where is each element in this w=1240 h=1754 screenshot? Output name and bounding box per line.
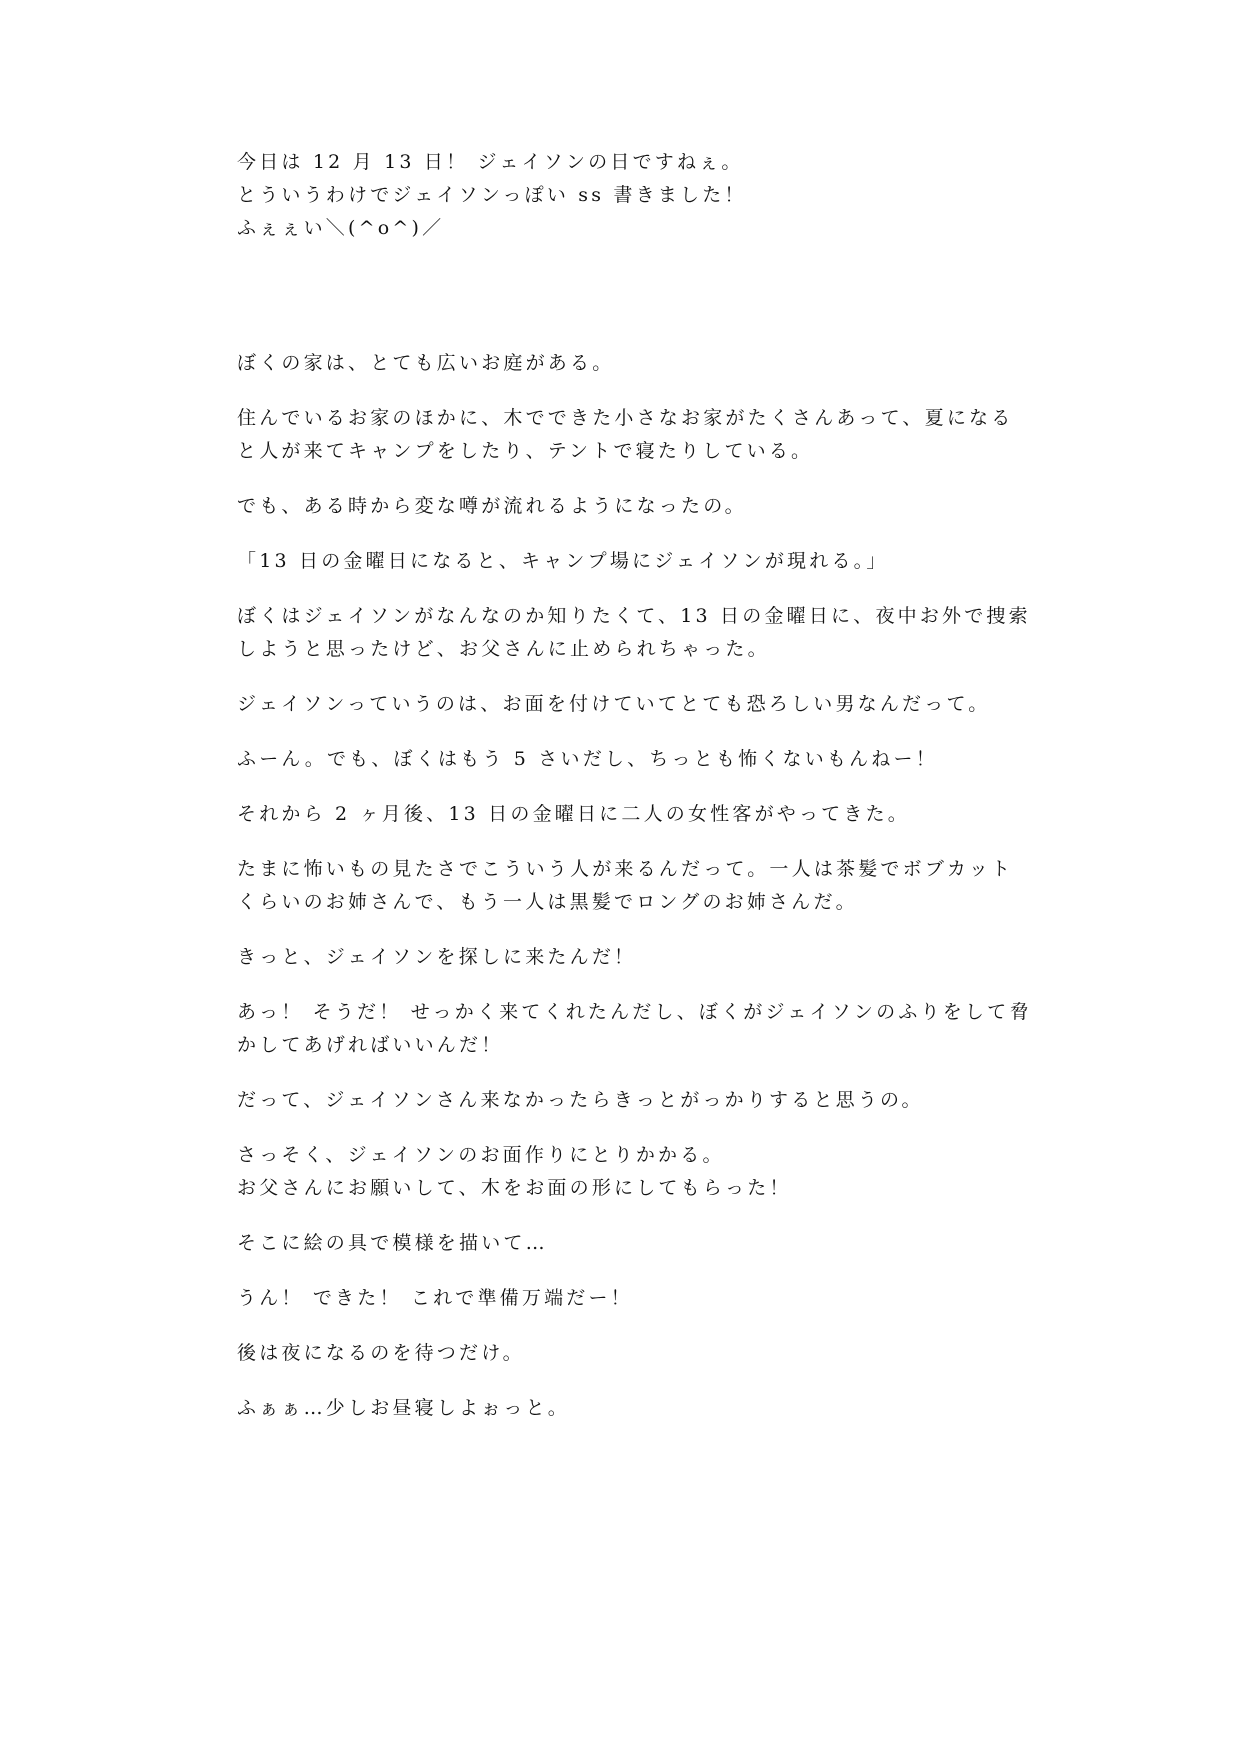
paragraph-13-line-2: お父さんにお願いして、木をお面の形にしてもらった！ (237, 1177, 792, 1199)
paragraph-12-line-1: だって、ジェイソンさん来なかったらきっとがっかりすると思うの。 (237, 1089, 924, 1111)
paragraph-2-line-2: と人が来てキャンプをしたり、テントで寝たりしている。 (237, 440, 814, 462)
paragraph-2-line-1: 住んでいるお家のほかに、木でできた小さなお家がたくさんあって、夏になる (237, 407, 1014, 429)
document-body (237, 146, 1032, 1425)
paragraph-3-line-1: でも、ある時から変な噂が流れるようになったの。 (237, 495, 747, 517)
intro-line-2: とういうわけでジェイソンっぽい ss 書きました！ (237, 184, 747, 206)
section-gap (237, 245, 1017, 347)
paragraph-8-line-1: それから 2 ヶ月後、13 日の金曜日に二人の女性客がやってきた。 (237, 803, 910, 825)
paragraph-9-line-2: くらいのお姉さんで、もう一人は黒髪でロングのお姉さんだ。 (237, 891, 858, 913)
paragraph-11-line-2: かしてあげればいいんだ！ (237, 1034, 504, 1056)
paragraph-5-line-1: ぼくはジェイソンがなんなのか知りたくて、13 日の金曜日に、夜中お外で捜索 (237, 605, 1031, 627)
paragraph-11-line-1: あっ！ そうだ！ せっかく来てくれたんだし、ぼくがジェイソンのふりをして脅 (237, 1001, 1032, 1023)
paragraph-1-line-1: ぼくの家は、とても広いお庭がある。 (237, 352, 615, 374)
paragraph-14-line-1: そこに絵の具で模様を描いて… (237, 1232, 548, 1254)
paragraph-13-line-1: さっそく、ジェイソンのお面作りにとりかかる。 (237, 1144, 725, 1166)
paragraph-15-line-1: うん！ できた！ これで準備万端だー！ (237, 1287, 633, 1309)
intro-line-1: 今日は 12 月 13 日！ ジェイソンの日ですねぇ。 (237, 151, 744, 173)
paragraph-9-line-1: たまに怖いもの見たさでこういう人が来るんだって。一人は茶髪でボブカット (237, 858, 1014, 880)
paragraph-7-line-1: ふーん。でも、ぼくはもう 5 さいだし、ちっとも怖くないもんねー！ (237, 748, 938, 770)
intro-line-3: ふぇぇい＼(^o^)／ (237, 217, 445, 239)
paragraph-4-line-1: 「13 日の金曜日になると、キャンプ場にジェイソンが現れる。」 (237, 550, 889, 572)
paragraph-16-line-1: 後は夜になるのを待つだけ。 (237, 1342, 525, 1364)
paragraph-10-line-1: きっと、ジェイソンを探しに来たんだ！ (237, 946, 637, 968)
paragraph-5-line-2: しようと思ったけど、お父さんに止められちゃった。 (237, 638, 770, 660)
paragraph-17-line-1: ふぁぁ…少しお昼寝しよぉっと。 (237, 1397, 571, 1419)
paragraph-6-line-1: ジェイソンっていうのは、お面を付けていてとても恐ろしい男なんだって。 (237, 693, 991, 715)
